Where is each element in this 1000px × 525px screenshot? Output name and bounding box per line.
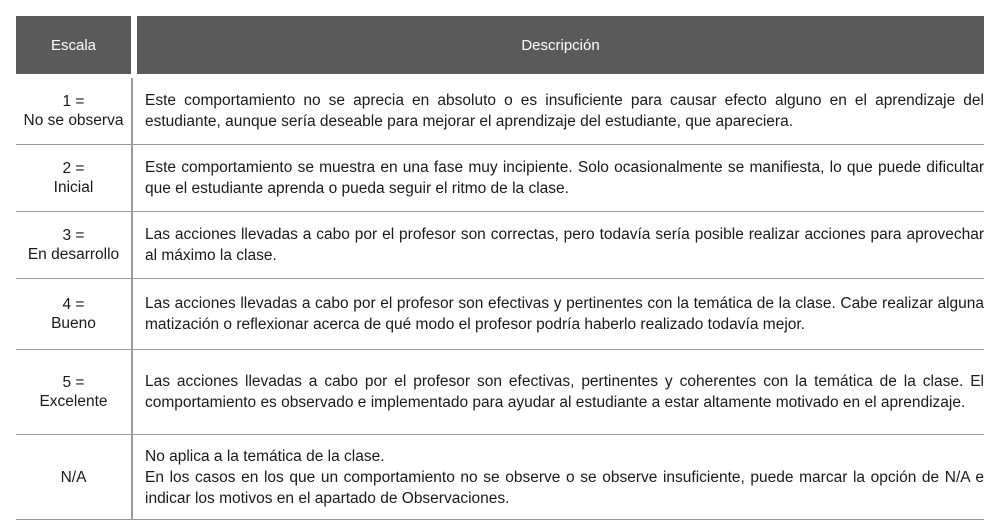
- description-text: Las acciones llevadas a cabo por el profesor son efectivas y pertinentes con la temática de la clase. Cabe realizar alguna matización o reflexionar acerca de qué modo el profesor podría haberlo realizado todavía mejor.: [145, 295, 984, 333]
- scale-cell: [16, 350, 133, 434]
- table-row: [16, 78, 984, 145]
- scale-number: 4 =: [62, 296, 85, 313]
- description-text-line2: En los casos en los que un comportamiento no se observe o se observe insuficiente, puede marcar la opción de N/A e indicar los motivos en el apartado de Observaciones.: [145, 468, 984, 507]
- description-cell: [133, 145, 984, 211]
- header-scale: Escala: [16, 16, 131, 74]
- description-text: Las acciones llevadas a cabo por el profesor son correctas, pero todavía sería posible realizar acciones para aprovechar al máximo la clase.: [145, 226, 984, 264]
- table-header: [16, 16, 984, 74]
- description-text-line1: No aplica a la temática de la clase.: [145, 447, 385, 465]
- rating-scale-table: [16, 16, 984, 520]
- scale-name: No se observa: [23, 112, 124, 129]
- header-description: Descripción: [137, 16, 984, 74]
- table-row: [16, 145, 984, 212]
- scale-name: Inicial: [53, 179, 94, 196]
- scale-cell: [16, 435, 133, 519]
- description-text: Este comportamiento no se aprecia en absoluto o es insuficiente para causar efecto alguno en el aprendizaje del estudiante, aunque sería deseable para mejorar el aprendizaje del estudiante, que apareciera.: [145, 92, 984, 130]
- description-text: Este comportamiento se muestra en una fase muy incipiente. Solo ocasionalmente se manifiesta, lo que puede dificultar que el estudiante aprenda o pueda seguir el ritmo de la clase.: [145, 159, 984, 197]
- description-cell: [133, 435, 984, 519]
- description-cell: [133, 350, 984, 434]
- scale-cell: [16, 145, 133, 211]
- scale-number: 3 =: [62, 227, 85, 244]
- table-row: [16, 350, 984, 435]
- scale-number: 5 =: [62, 374, 85, 391]
- description-cell: [133, 78, 984, 144]
- scale-name: En desarrollo: [27, 246, 120, 263]
- scale-name: N/A: [60, 468, 87, 486]
- table-row: [16, 435, 984, 520]
- scale-cell: [16, 212, 133, 278]
- scale-number: 1 =: [62, 93, 85, 110]
- scale-name: Bueno: [51, 315, 96, 332]
- description-cell: [133, 212, 984, 278]
- scale-cell: [16, 279, 133, 349]
- scale-name: Excelente: [39, 393, 108, 410]
- table-row: [16, 279, 984, 350]
- description-cell: [133, 279, 984, 349]
- description-text: Las acciones llevadas a cabo por el profesor son efectivas, pertinentes y coherentes con la temática de la clase. El comportamiento es observado e implementado para ayudar al estudiante a estar altamente motivado en el aprendizaje.: [145, 373, 984, 411]
- table-row: [16, 212, 984, 279]
- scale-cell: [16, 78, 133, 144]
- scale-number: 2 =: [62, 160, 85, 177]
